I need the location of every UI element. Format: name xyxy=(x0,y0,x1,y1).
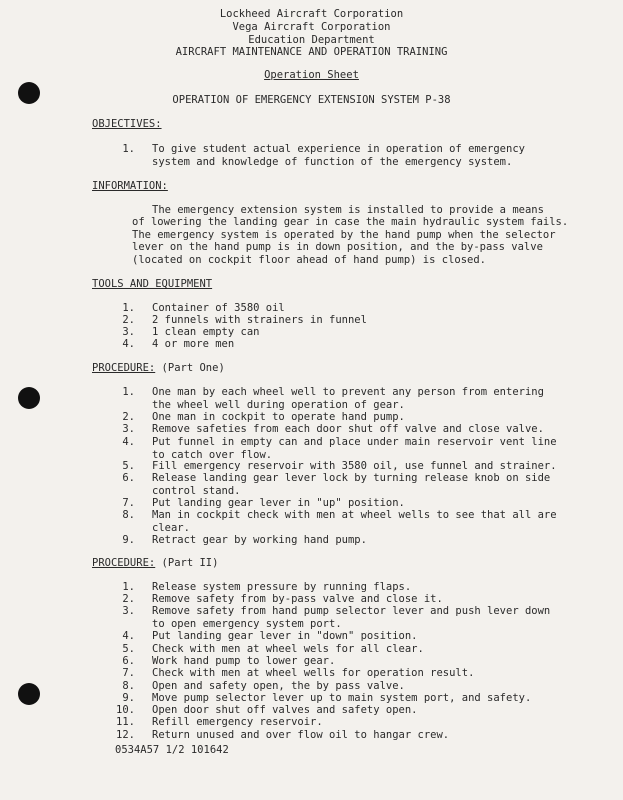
list-number: 2. xyxy=(122,593,135,605)
information-line: (located on cockpit floor ahead of hand pump) is closed. xyxy=(132,254,487,266)
list-item: Remove safety from by-pass valve and close it. xyxy=(152,593,443,605)
information-line: The emergency system is operated by the hand pump when the selector xyxy=(132,229,556,241)
sheet-type: Operation Sheet xyxy=(264,69,359,81)
list-item: Release landing gear lever lock by turning release knob on side control stand. xyxy=(152,472,551,497)
list-item: One man in cockpit to operate hand pump. xyxy=(152,411,405,423)
header-division: Vega Aircraft Corporation xyxy=(232,21,391,33)
list-item: Move pump selector lever up to main system port, and safety. xyxy=(152,692,532,704)
list-item: Check with men at wheel wells for operation result. xyxy=(152,667,475,679)
list-number: 2. xyxy=(122,411,135,423)
list-item: Retract gear by working hand pump. xyxy=(152,534,367,546)
list-item: Put landing gear lever in "down" position. xyxy=(152,630,418,642)
list-item: Fill emergency reservoir with 3580 oil, use funnel and strainer. xyxy=(152,460,557,472)
procedure1-heading: PROCEDURE: xyxy=(92,362,156,374)
list-number: 7. xyxy=(122,667,135,679)
list-number: 5. xyxy=(122,643,135,655)
header-program: AIRCRAFT MAINTENANCE AND OPERATION TRAINING xyxy=(175,46,448,58)
list-number: 1. xyxy=(122,581,135,593)
list-item: Put landing gear lever in "up" position. xyxy=(152,497,405,509)
procedure2-subheading: (Part II) xyxy=(161,557,219,569)
list-number: 11. xyxy=(116,716,135,728)
list-number: 5. xyxy=(122,460,135,472)
list-number: 4. xyxy=(122,630,135,642)
list-number: 4. xyxy=(122,338,135,350)
list-number: 3. xyxy=(122,423,135,435)
information-line: The emergency extension system is installed to provide a means xyxy=(152,204,544,216)
list-item: Work hand pump to lower gear. xyxy=(152,655,336,667)
punch-hole xyxy=(18,683,40,705)
list-number: 1. xyxy=(122,302,135,314)
list-item: Return unused and over flow oil to hangar crew. xyxy=(152,729,450,741)
list-number: 3. xyxy=(122,326,135,338)
list-number: 4. xyxy=(122,436,135,448)
list-number: 8. xyxy=(122,509,135,521)
list-item: Open and safety open, the by pass valve. xyxy=(152,680,405,692)
list-number: 9. xyxy=(122,534,135,546)
list-item: Put funnel in empty can and place under main reservoir vent line to catch over flow. xyxy=(152,436,557,461)
list-number: 6. xyxy=(122,655,135,667)
information-heading: INFORMATION: xyxy=(92,180,168,192)
list-item: One man by each wheel well to prevent any person from entering the wheel well during operation of gear. xyxy=(152,386,544,411)
document-code: 0534A57 1/2 101642 xyxy=(115,744,229,756)
list-item: 2 funnels with strainers in funnel xyxy=(152,314,367,326)
list-item: Refill emergency reservoir. xyxy=(152,716,323,728)
list-item: Remove safety from hand pump selector lever and push lever down to open emergency system port. xyxy=(152,605,551,630)
list-number: 3. xyxy=(122,605,135,617)
list-number: 12. xyxy=(116,729,135,741)
objectives-heading: OBJECTIVES: xyxy=(92,118,162,130)
procedure1-heading-line xyxy=(92,362,225,375)
punch-hole xyxy=(18,387,40,409)
list-item: Open door shut off valves and safety open. xyxy=(152,704,418,716)
list-item: 4 or more men xyxy=(152,338,235,350)
information-line: of lowering the landing gear in case the main hydraulic system fails. xyxy=(132,216,569,228)
list-number: 8. xyxy=(122,680,135,692)
list-number: 2. xyxy=(122,314,135,326)
list-item: Release system pressure by running flaps. xyxy=(152,581,412,593)
list-item: To give student actual experience in operation of emergency system and knowledge of function of the emergency system. xyxy=(152,143,525,168)
list-item: Check with men at wheel wels for all clear. xyxy=(152,643,424,655)
list-item: Man in cockpit check with men at wheel wells to see that all are clear. xyxy=(152,509,557,534)
list-number: 10. xyxy=(116,704,135,716)
procedure2-heading: PROCEDURE: xyxy=(92,557,156,569)
list-number: 1. xyxy=(122,386,135,398)
list-item: Container of 3580 oil xyxy=(152,302,285,314)
list-number: 1. xyxy=(122,143,135,155)
tools-heading: TOOLS AND EQUIPMENT xyxy=(92,278,213,290)
list-number: 6. xyxy=(122,472,135,484)
procedure1-subheading: (Part One) xyxy=(161,362,225,374)
header-department: Education Department xyxy=(248,34,375,46)
procedure2-heading-line xyxy=(92,557,218,570)
information-line: lever on the hand pump is in down position, and the by-pass valve xyxy=(132,241,543,253)
header-company: Lockheed Aircraft Corporation xyxy=(219,8,404,20)
list-number: 9. xyxy=(122,692,135,704)
page-title: OPERATION OF EMERGENCY EXTENSION SYSTEM P-38 xyxy=(172,94,451,106)
list-item: Remove safeties from each door shut off valve and close valve. xyxy=(152,423,544,435)
list-number: 7. xyxy=(122,497,135,509)
list-item: 1 clean empty can xyxy=(152,326,260,338)
